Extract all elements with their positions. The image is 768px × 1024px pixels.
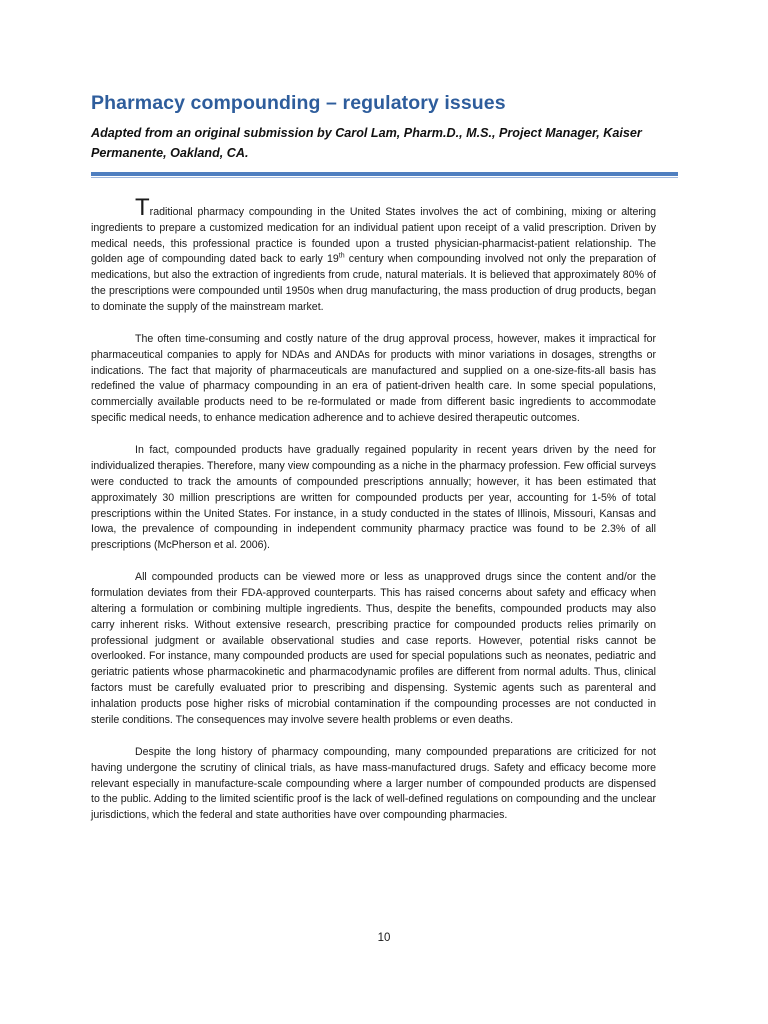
paragraph-2: The often time-consuming and costly nature of the drug approval process, however, makes it impractical for pharmaceutical companies to apply for NDAs and ANDAs for products with minor variations in dosages, strengths or indications. The fact that majority of pharmaceuticals are manufactured and supplied on a one-size-fits-all basis has redefined the value of pharmacy compounding in an era of patient-driven health care. In some special populations, commercially available products need to be re-formulated or made from different basic ingredients to accommodate specific medical needs, to enhance medication adherence and to achieve desired therapeutic outcomes.	[91, 333, 656, 425]
paragraph-1-text-b: century when compounding involved not only the preparation of medications, but also the extraction of ingredients from crude, natural materials. It is believed that approximately 80% of the prescriptions were compounded until 1950s when drug manufacturing, the mass production of drug products, began to dominate the supply of the mainstream market.	[91, 253, 656, 313]
paragraph-1-text-a: raditional pharmacy compounding in the United States involves the act of combining, mixing or altering ingredients to prepare a customized medication for an individual patient upon receipt of a valid prescription. Driven by medical needs, this professional practice is founded upon a trusted physician-pharmacist-patient relationship. The golden age of compounding dated back to early 19	[91, 206, 656, 266]
subtitle-attribution: Adapted from an original submission by Carol Lam, Pharm.D., M.S., Project Manager, Kaiser Permanente, Oakland, CA.	[91, 126, 642, 160]
paragraph-4: All compounded products can be viewed more or less as unapproved drugs since the content and/or the formulation deviates from their FDA-approved counterparts. This has raised concerns about safety and efficacy when altering a formulation or combining multiple ingredients. Thus, despite the benefits, compounded products may also carry inherent risks. Without extensive research, prescribing practice for compounded products relies primarily on professional judgment or available observational studies and case reports. However, potential risks cannot be overlooked. For instance, many compounded products are used for special populations such as neonates, pediatric and geriatric patients whose pharmacokinetic and pharmacodynamic profiles are different from normal adults. Thus, clinical factors must be carefully evaluated prior to prescribing and dispensing. Systemic agents such as parenteral and inhalation products pose higher risks of microbial contamination if the compounding processes are not conducted in sterile conditions. The consequences may involve severe health problems or even deaths.	[91, 571, 656, 726]
paragraph-5: Despite the long history of pharmacy compounding, many compounded preparations are criticized for not having undergone the scrutiny of clinical trials, as have mass-manufactured drugs. Safety and efficacy become more relevant especially in manufacture-scale compounding where a larger number of compounded products are dispensed to the public. Adding to the limited scientific proof is the lack of well-defined regulations on compounding and the unclear jurisdictions, which the federal and state authorities have over compounding pharmacies.	[91, 745, 656, 822]
page-title: Pharmacy compounding – regulatory issues	[91, 92, 506, 114]
title-divider-thin	[91, 177, 678, 178]
page-number: 10	[377, 932, 391, 944]
paragraph-3: In fact, compounded products have gradually regained popularity in recent years driven by the need for individualized therapies. Therefore, many view compounding as a niche in the pharmacy profession. Few official surveys were conducted to track the amounts of compounded prescriptions annually; however, it has been estimated that approximately 30 million prescriptions are written for compounded products per year, accounting for 1-5% of total prescriptions within the United States. For instance, in a study conducted in the states of Illinois, Missouri, Kansas and Iowa, the prevalence of compounding in independent community pharmacy practice was found to be 2.3% of all prescriptions (McPherson et al. 2006).	[91, 444, 656, 552]
superscript-th: th	[338, 252, 345, 260]
title-divider	[91, 172, 678, 176]
article-body	[91, 194, 656, 840]
drop-cap: T	[135, 194, 150, 221]
paragraph-1	[91, 194, 656, 316]
